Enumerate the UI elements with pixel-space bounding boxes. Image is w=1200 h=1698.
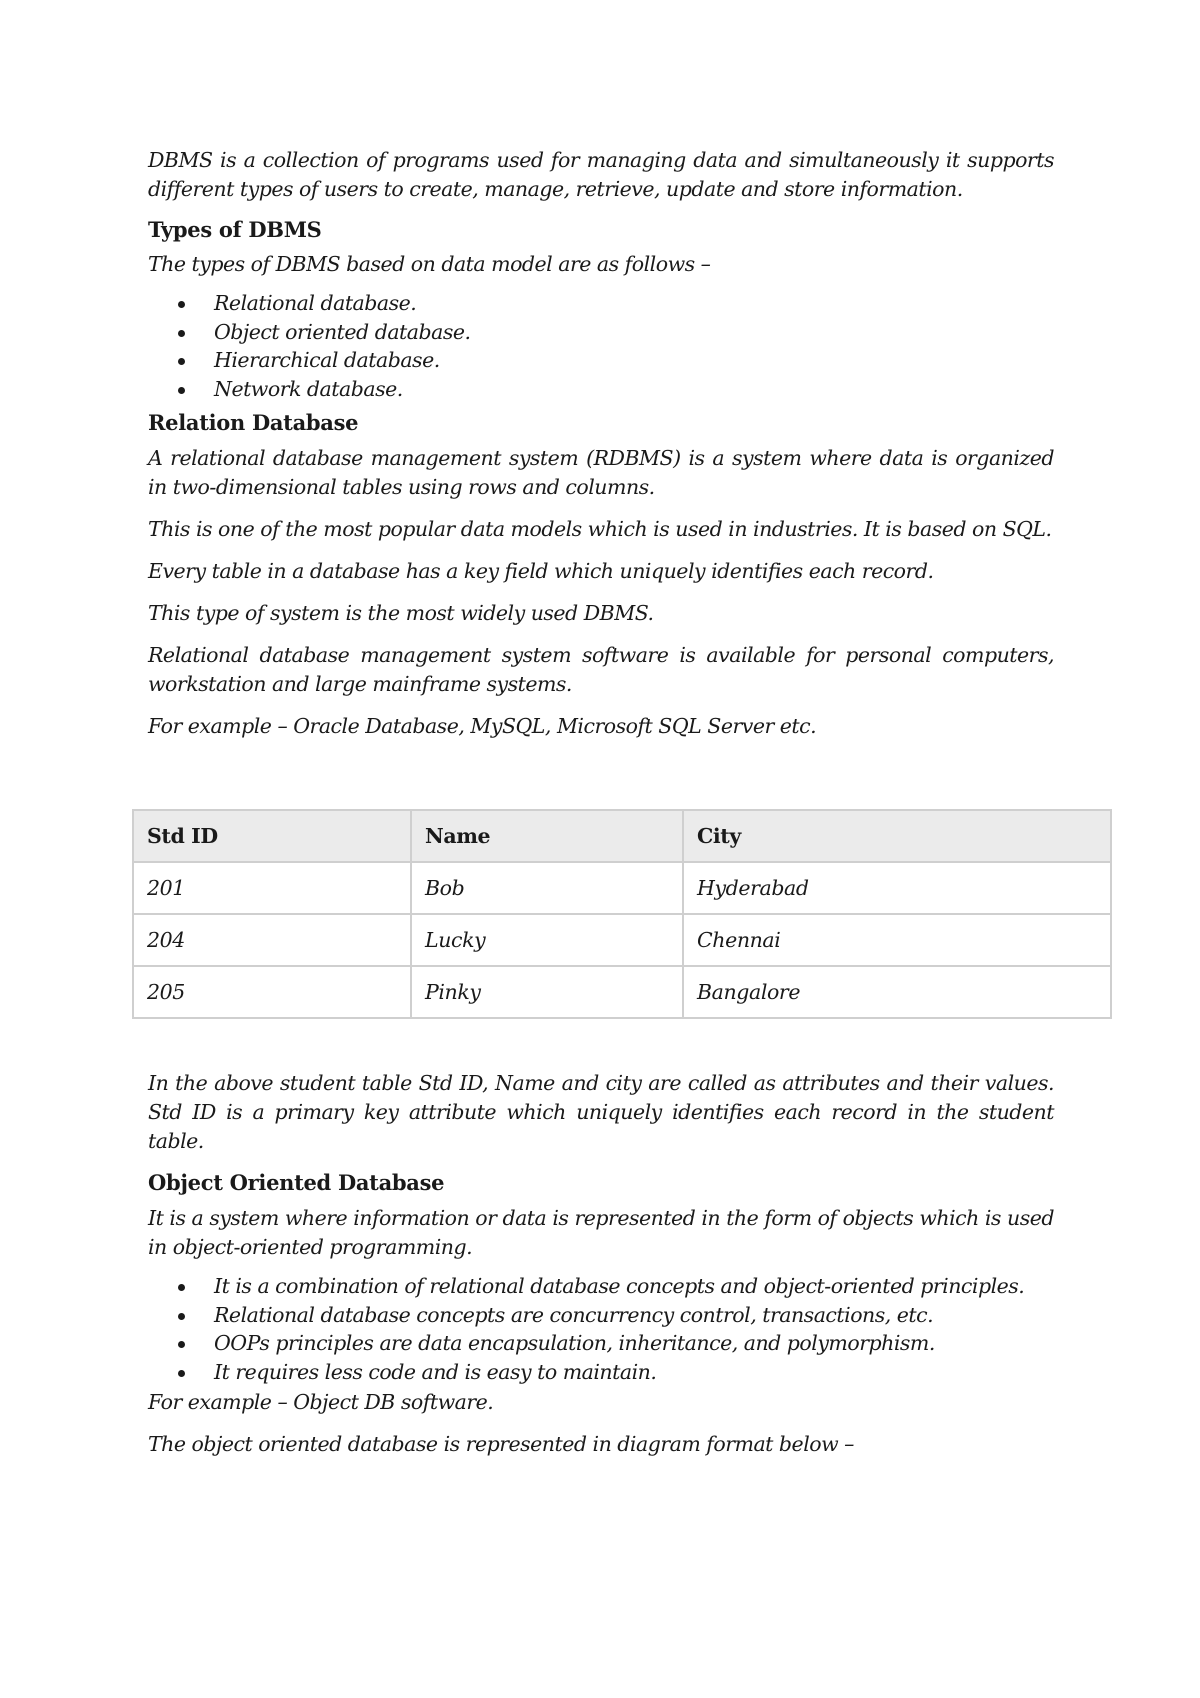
table-cell: 204: [133, 914, 411, 966]
list-item: Network database.: [148, 375, 1054, 404]
list-item: Relational database concepts are concurrency control, transactions, etc.: [148, 1301, 1054, 1330]
object-oriented-heading: Object Oriented Database: [148, 1170, 445, 1195]
table-row: [133, 862, 1111, 914]
student-table-wrapper: [132, 809, 1110, 1019]
types-heading: Types of DBMS: [148, 217, 322, 242]
table-cell: Hyderabad: [683, 862, 1111, 914]
table-cell: Chennai: [683, 914, 1111, 966]
document-page: [148, 146, 1054, 1459]
column-header-std-id: Std ID: [133, 810, 411, 862]
relational-paragraph: This type of system is the most widely used DBMS.: [148, 601, 654, 625]
table-cell: 201: [133, 862, 411, 914]
table-header-row: [133, 810, 1111, 862]
relational-paragraph: Every table in a database has a key field which uniquely identifies each record.: [148, 559, 934, 583]
table-cell: 205: [133, 966, 411, 1018]
object-oriented-lead: It is a system where information or data is represented in the form of objects which is used in object-oriented programming.: [148, 1206, 1054, 1259]
list-item: Hierarchical database.: [148, 346, 1054, 375]
diagram-note: The object oriented database is represented in diagram format below –: [148, 1432, 854, 1456]
list-item: OOPs principles are data encapsulation, inheritance, and polymorphism.: [148, 1329, 1054, 1358]
table-cell: Lucky: [411, 914, 683, 966]
types-list: [148, 289, 1054, 403]
object-oriented-list: [148, 1272, 1054, 1386]
student-table: [132, 809, 1112, 1019]
table-cell: Pinky: [411, 966, 683, 1018]
example-paragraph: For example – Object DB software.: [148, 1390, 494, 1414]
table-row: [133, 966, 1111, 1018]
column-header-city: City: [683, 810, 1111, 862]
relational-heading: Relation Database: [148, 410, 359, 435]
relational-paragraph: A relational database management system (RDBMS) is a system where data is organized in two-dimensional tables using rows and columns.: [148, 446, 1054, 499]
list-item: It is a combination of relational database concepts and object-oriented principles.: [148, 1272, 1054, 1301]
column-header-name: Name: [411, 810, 683, 862]
example-paragraph: For example – Oracle Database, MySQL, Microsoft SQL Server etc.: [148, 714, 817, 738]
intro-paragraph: DBMS is a collection of programs used for managing data and simultaneously it supports different types of users to create, manage, retrieve, update and store information.: [148, 148, 1054, 201]
types-lead: The types of DBMS based on data model are as follows –: [148, 252, 711, 276]
table-cell: Bob: [411, 862, 683, 914]
relational-paragraph: Relational database management system software is available for personal computers, workstation and large mainframe systems.: [148, 643, 1054, 696]
table-explanation: In the above student table Std ID, Name and city are called as attributes and their values. Std ID is a primary key attribute which uniquely identifies each record in the student table.: [148, 1071, 1054, 1153]
relational-paragraph: This is one of the most popular data models which is used in industries. It is based on SQL.: [148, 517, 1052, 541]
list-item: Relational database.: [148, 289, 1054, 318]
list-item: Object oriented database.: [148, 318, 1054, 347]
table-row: [133, 914, 1111, 966]
list-item: It requires less code and is easy to maintain.: [148, 1358, 1054, 1387]
table-cell: Bangalore: [683, 966, 1111, 1018]
